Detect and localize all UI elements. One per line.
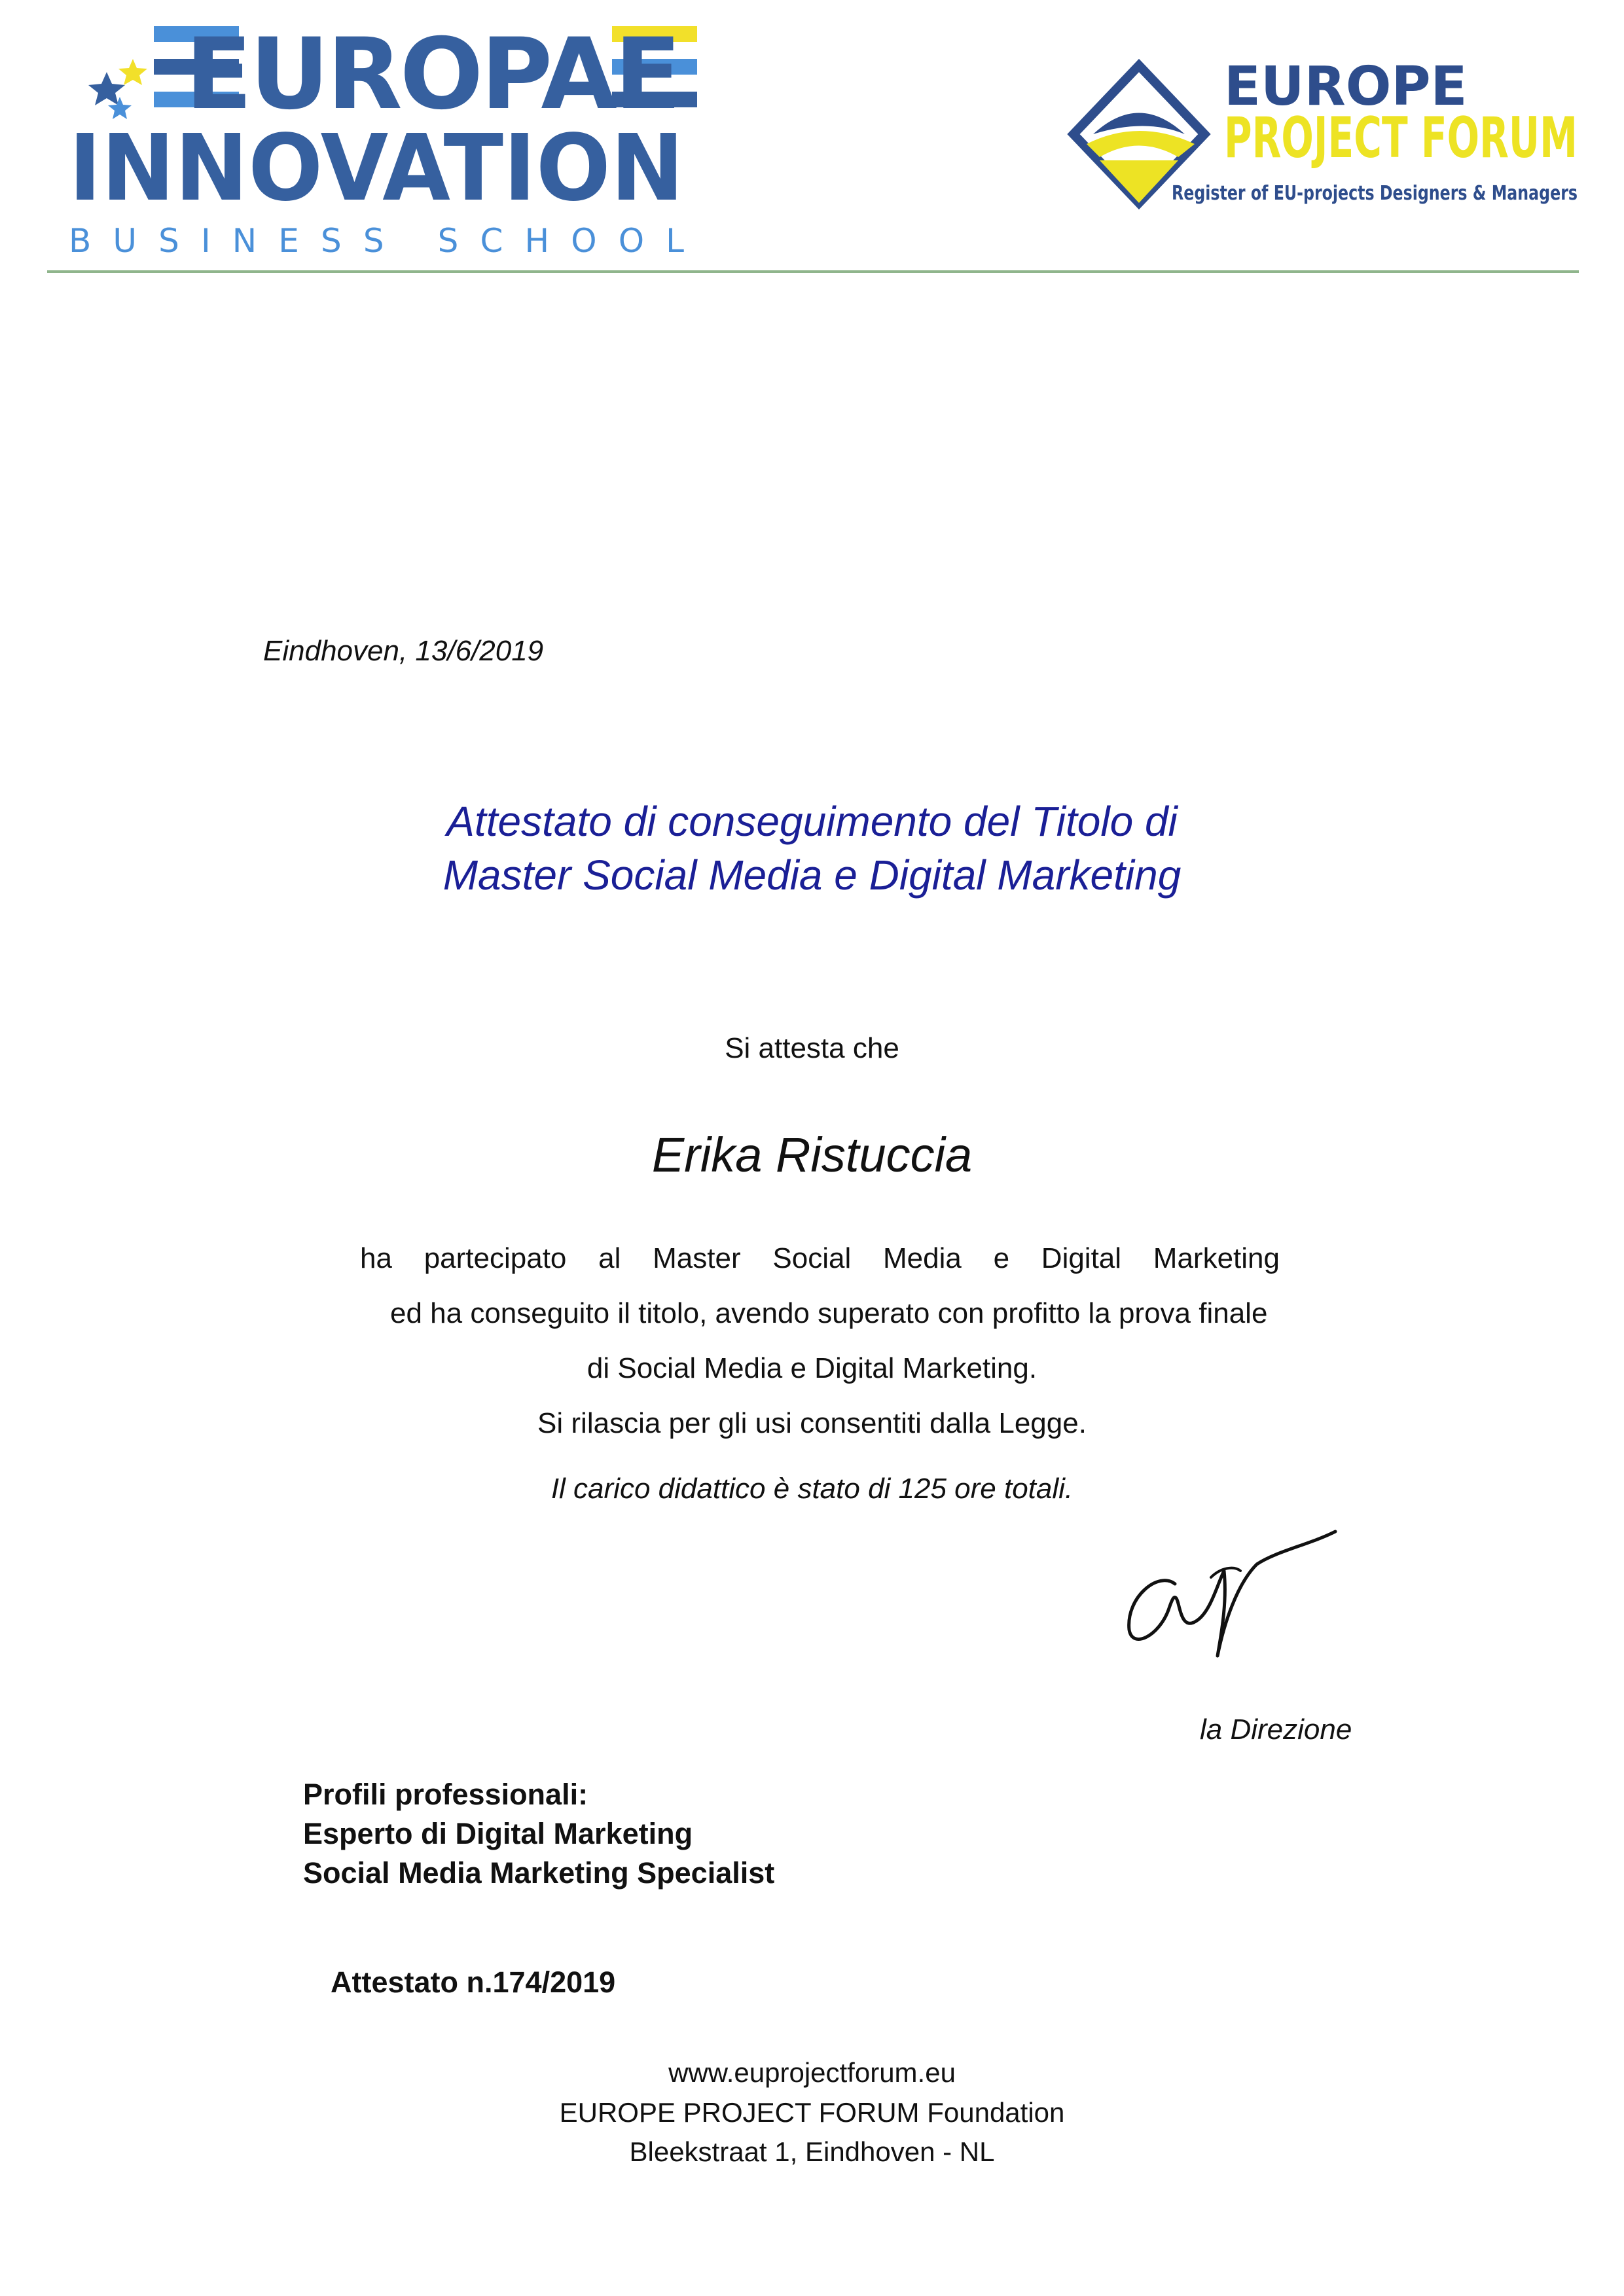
logo-text-europe: EUROPE [1224, 56, 1468, 118]
profile-item: Esperto di Digital Marketing [303, 1817, 693, 1850]
footer-organization: EUROPE PROJECT FORUM Foundation [559, 2097, 1065, 2128]
header-divider [47, 270, 1579, 273]
footer-address: Bleekstraat 1, Eindhoven - NL [629, 2136, 995, 2167]
logo-text-innovation: INNOVATION [69, 115, 684, 222]
body-line: ed ha conseguito il titolo, avendo superato con profitto la prova finale [390, 1297, 1268, 1329]
signature-icon [1113, 1505, 1362, 1669]
date-line: Eindhoven, 13/6/2019 [263, 635, 544, 667]
star-icon [118, 59, 147, 85]
certificate-number: Attestato n.174/2019 [331, 1965, 616, 1999]
signature-label: la Direzione [1200, 1713, 1352, 1746]
profile-item: Social Media Marketing Specialist [303, 1856, 775, 1890]
certificate-title-master: Master Social Media e Digital Marketing [442, 852, 1182, 899]
profiles-heading: Profili professionali: [303, 1778, 588, 1811]
body-line: Si rilascia per gli usi consentiti dalla Legge. [537, 1407, 1087, 1439]
attestation-intro: Si attesta che [725, 1032, 899, 1064]
professional-profiles [303, 1775, 774, 1893]
certificate-title: Attestato di conseguimento del Titolo di [446, 798, 1178, 845]
body-line: di Social Media e Digital Marketing. [586, 1352, 1038, 1384]
europe-project-forum-logo [1067, 52, 1584, 223]
hours-line: Il carico didattico è stato di 125 ore totali. [550, 1473, 1074, 1505]
footer-website[interactable]: www.euprojectforum.eu [668, 2057, 956, 2088]
logo-tagline: Register of EU-projects Designers & Managers [1172, 182, 1578, 205]
body-line: ha partecipato al Master Social Media e Digital Marketing [360, 1242, 1280, 1274]
recipient-name: Erika Ristuccia [651, 1128, 973, 1182]
logo-text-europae: EUROPAE [185, 20, 679, 132]
europae-innovation-logo [49, 20, 704, 262]
logo-text-project-forum: PROJECT FORUM [1224, 105, 1578, 171]
logo-text-business-school: BUSINESS SCHOOL [69, 222, 684, 260]
